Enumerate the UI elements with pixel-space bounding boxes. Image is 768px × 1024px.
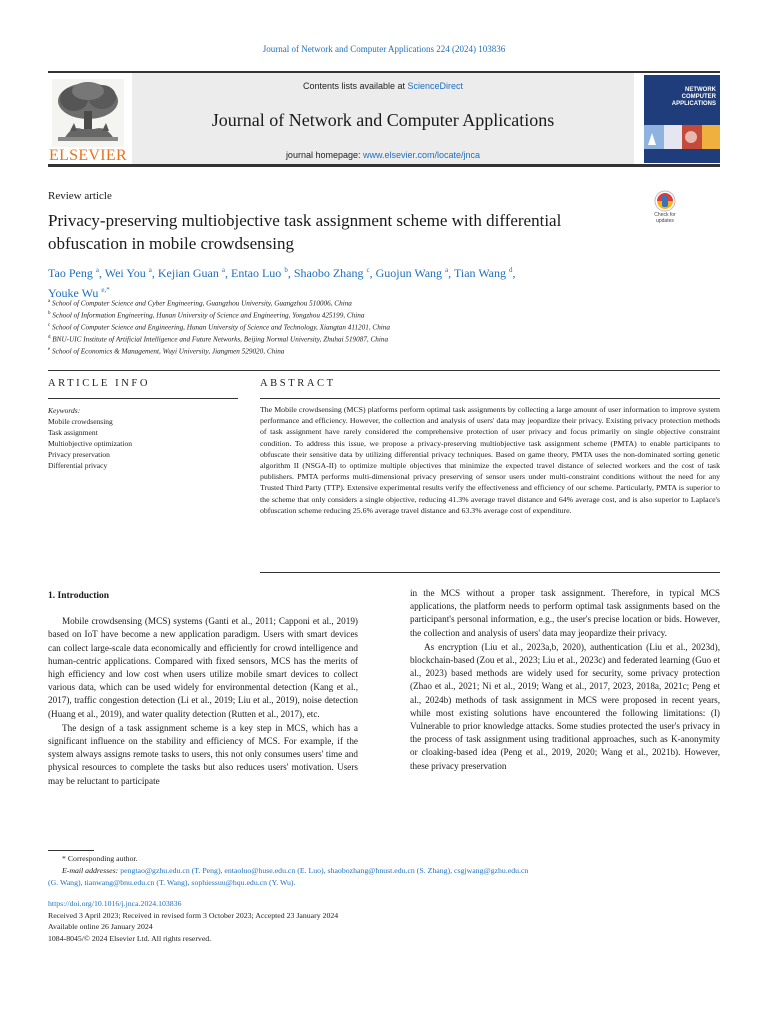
check-for-updates-icon (649, 190, 681, 212)
author-list: Tao Peng $^a$, Wei You $^a$, Kejian Guan $^a$, Entao Luo $^b$, Shaobo Zhang $^c$, Guojun Wang $^a$, Tian Wang $^d$, Youke Wu $^{e,*}$ (48, 266, 516, 300)
section-heading: 1. Introduction (48, 591, 110, 601)
keyword: Task assignment (48, 428, 98, 437)
homepage-line (132, 150, 634, 160)
body-paragraph: The design of a task assignment scheme is a key step in MCS, which has a significant influence on the stability and efficiency of MCS. For example, if the system always assigns remote tasks to users, this not only consumes users' time and physical resources to complete the tasks but also reduces users' motivation. Users may be reluctant to participate (48, 722, 358, 786)
article-info-heading: ARTICLE INFO (48, 378, 151, 389)
email-line (48, 865, 728, 877)
publisher-logo[interactable] (48, 79, 128, 165)
masthead-banner (132, 73, 634, 164)
affiliation: $^b$ School of Information Engineering, Hunan University of Science and Engineering, Yongzhou 425199, China (48, 310, 365, 320)
footnotes (48, 853, 728, 889)
abstract-text: The Mobile crowdsensing (MCS) platforms perform optimal task assignments by collecting a large amount of user information to improve system performance and efficiency. However, the collection and analysis of users' data may jeopardize their privacy. Existing privacy protection methods of task assignment have rarely considered the comprehensive protection of user privacy and focus primarily on single objective constraint condition. To address this issue, we propose a privacy-preserving multiobjective task assignment scheme (PMTA) to enable participants to obfuscate their sensitive data by utilizing differential privacy techniques. Based on game theory, PMTA uses the non-dominated sorting genetic algorithm II (NSGA-II) to optimize multiple objectives that minimize the expected travel distance of selected workers and the cost of task publishers. PMTA performs multi-dimensional privacy preserving of sensor users under multi-constraint conditions without the need for any Trusted Third Party (TTP). Extensive experimental results verify the effectiveness and efficiency of our scheme. Particularly, PMTA is superior to the scheme that only considers a single objective, reducing 41.3% average travel distance and 64% average cost, and is also superior to Laplace's obfuscation scheme reducing 25.6% average travel distance and 63.3% average cost of expenditure. (260, 405, 720, 515)
author-link[interactable]: Tian Wang $^d$ (453, 266, 513, 280)
affiliation: $^a$ School of Computer Science and Cyber Engineering, Guangzhou University, Guangzhou 510006, China (48, 299, 352, 308)
keyword: Differential privacy (48, 461, 108, 470)
cover-text-line: APPLICATIONS (671, 101, 716, 107)
crossmark-label-line: Check for (654, 212, 676, 218)
body-paragraph: in the MCS without a proper task assignment. Therefore, in typical MCS applications, the platform needs to perform optimal task assignments based on the participant's personal information, e.g., the user's precise location or bids. However, the collection and analysis of users' data may jeopardize their privacy. (410, 588, 720, 638)
cover-title (672, 87, 716, 108)
cover-text-line: COMPUTER (681, 94, 716, 100)
abstract-heading: ABSTRACT (260, 378, 336, 389)
keywords-block (48, 405, 238, 471)
email-line (48, 877, 728, 889)
body-column-right (410, 587, 720, 774)
title-line: Privacy-preserving multiobjective task assignment scheme with differential (48, 211, 562, 230)
sciencedirect-link[interactable]: ScienceDirect (407, 81, 464, 91)
corresponding-author-note: * Corresponding author. (62, 854, 138, 863)
body-paragraph: As encryption (Liu et al., 2023a,b, 2020), authentication (Liu et al., 2023d), blockchain-based (Zou et al., 2023; Liu et al., 2023c) and federated learning (Guo et al., 2023) based methods are widely used for security, some privacy protection (Zhao et al., 2021; Ni et al., 2019; Wang et al., 2017, 2023, 2018a, 2021c; Peng et al., 2024b) methods of task assignment in MCS were proposed in recent years, while most existing solutions have encountered the following limitations: (I) Vulnerable to prior knowledge attacks. Some studies protected the user's privacy in the process of task assignment using traditional approaches, such as K-anonymity or cloaking-based idea (Peng et al., 2019, 2020; Wang et al., 2021b). However, these privacy preservation (410, 641, 720, 771)
author-link[interactable]: Youke Wu $^{e,*}$ (48, 286, 110, 300)
crossmark-button[interactable] (649, 190, 681, 230)
contents-line (132, 81, 634, 91)
email-label: E-mail addresses: (62, 866, 119, 875)
affiliation: $^e$ School of Economics & Management, Wuyi University, Jiangmen 529020, China (48, 346, 285, 355)
cover-photo-strip-icon (644, 125, 720, 149)
received-dates: Received 3 April 2023; Received in revised form 3 October 2023; Accepted 23 January 2024 (48, 910, 339, 920)
crossmark-label-line: updates (656, 218, 674, 224)
email-links[interactable]: (G. Wang), tianwang@bnu.edu.cn (T. Wang), sophiessuu@hqu.edu.cn (Y. Wu). (48, 878, 296, 887)
author-link[interactable]: Kejian Guan $^a$ (157, 266, 225, 280)
section-divider (48, 370, 720, 371)
email-links[interactable]: pengtao@gzhu.edu.cn (T. Peng), entaoluo@huse.edu.cn (E. Luo), shaobozhang@hnust.edu.cn (S. Zhang), csgjwang@gzhu.edu.cn (120, 866, 529, 875)
author-link[interactable]: Entao Luo $^b$ (230, 266, 288, 280)
homepage-prefix: journal homepage: (285, 150, 363, 160)
doi-link[interactable]: https://doi.org/10.1016/j.jnca.2024.103836 (48, 899, 182, 908)
article-info-rule (48, 398, 238, 399)
body-paragraph: Mobile crowdsensing (MCS) systems (Ganti et al., 2011; Capponi et al., 2019) based on IoT have become a new application paradigm. Users with smart devices can collect large-scale data economically and efficiently for crowd intelligence and human-centric applications. Compared with fixed sensors, MCS has the merits of high efficiency and low cost when users utilize mobile smart devices to collect various data, which can be used widely for environmental detection (Kang et al., 2017), traffic congestion detection (Li et al., 2019; Liu et al., 2019), noise detection (Huang et al., 2019), and water quality detection (Rutten et al., 2017), etc. (48, 616, 358, 719)
abstract-rule (260, 398, 720, 399)
article-type: Review article (48, 190, 112, 202)
masthead-bottom-rule (48, 164, 720, 167)
keyword: Privacy preservation (48, 450, 110, 459)
journal-masthead (48, 71, 720, 167)
title-line: obfuscation in mobile crowdsensing (48, 234, 294, 253)
bibliographic-info (48, 898, 728, 944)
author-link[interactable]: Tao Peng $^a$ (48, 266, 99, 280)
available-online: Available online 26 January 2024 (48, 922, 153, 931)
article-title (48, 209, 638, 255)
footnote-rule (48, 850, 94, 851)
author-link[interactable]: Wei You $^a$ (104, 266, 152, 280)
cover-text-line: NETWORK (685, 87, 716, 93)
elsevier-tree-icon (52, 79, 124, 147)
contents-prefix: Contents lists available at (302, 81, 408, 91)
keyword: Mobile crowdsensing (48, 417, 113, 426)
affiliation-list (48, 297, 648, 356)
affiliation: $^c$ School of Computer Science and Engineering, Hunan University of Science and Technology, Xiangtan 411201, China (48, 322, 390, 332)
crossmark-label (649, 212, 681, 224)
keywords-label: Keywords: (48, 406, 81, 415)
publisher-wordmark: ELSEVIER (49, 147, 127, 164)
author-link[interactable]: Guojun Wang $^a$ (375, 266, 449, 280)
body-column-left (48, 590, 358, 789)
journal-title: Journal of Network and Computer Applications (211, 110, 555, 130)
journal-homepage-link[interactable]: www.elsevier.com/locate/jnca (363, 150, 481, 160)
journal-cover-image[interactable] (644, 75, 720, 163)
abstract-bottom-rule (260, 572, 720, 573)
copyright: 1084-8045/© 2024 Elsevier Ltd. All rights reserved. (48, 933, 212, 943)
affiliation: $^d$ BNU-UIC Institute of Artificial Intelligence and Future Networks, Beijing Normal University, Zhuhai 519087, China (48, 334, 389, 344)
running-head[interactable]: Journal of Network and Computer Applications 224 (2024) 103836 (262, 44, 506, 54)
keyword: Multiobjective optimization (48, 439, 132, 448)
author-link[interactable]: Shaobo Zhang $^c$ (293, 266, 370, 280)
